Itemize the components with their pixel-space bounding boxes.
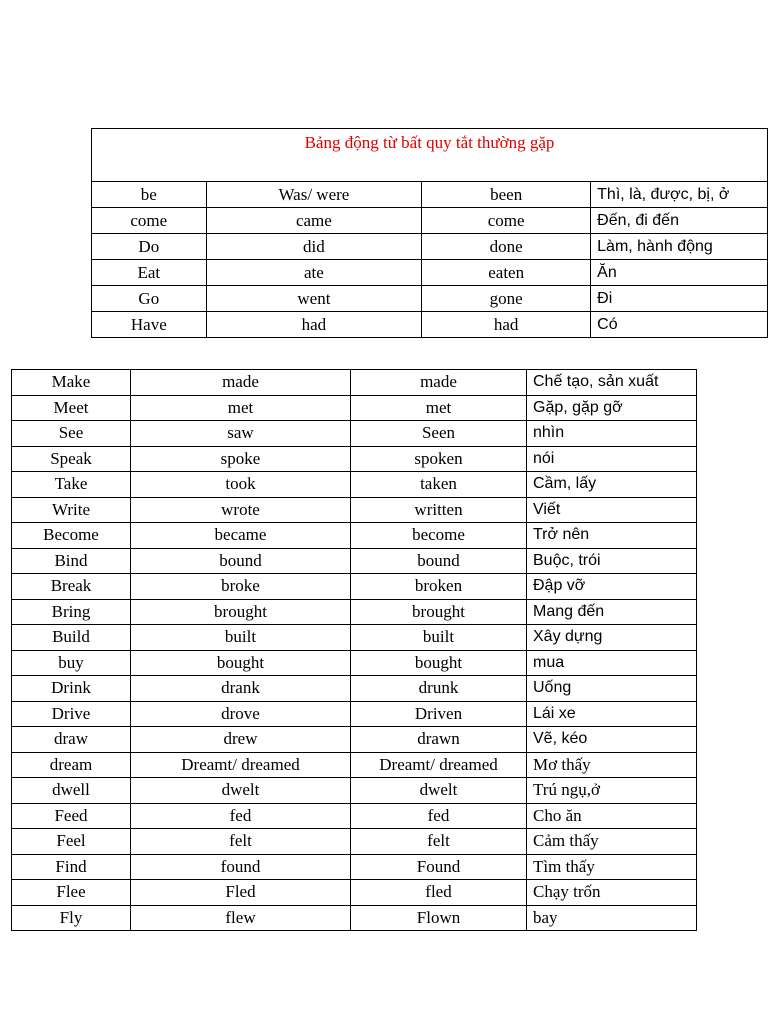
past-participle-cell: felt: [351, 829, 527, 855]
past-participle-cell: Flown: [351, 905, 527, 931]
base-form-cell: Find: [12, 854, 131, 880]
table-row: [12, 395, 697, 421]
meaning-cell: nhìn: [527, 421, 697, 447]
past-participle-cell: taken: [351, 472, 527, 498]
past-participle-cell: built: [351, 625, 527, 651]
base-form-cell: Bring: [12, 599, 131, 625]
past-participle-cell: Found: [351, 854, 527, 880]
past-participle-cell: Seen: [351, 421, 527, 447]
meaning-cell: Mang đến: [527, 599, 697, 625]
base-form-cell: dream: [12, 752, 131, 778]
table-row: [12, 625, 697, 651]
past-simple-cell: took: [131, 472, 351, 498]
past-simple-cell: dwelt: [131, 778, 351, 804]
past-simple-cell: ate: [206, 260, 422, 286]
table-row: [12, 574, 697, 600]
table-row: [12, 880, 697, 906]
past-participle-cell: eaten: [422, 260, 591, 286]
table-row: [12, 497, 697, 523]
table-row: [12, 803, 697, 829]
base-form-cell: Meet: [12, 395, 131, 421]
past-simple-cell: became: [131, 523, 351, 549]
meaning-cell: Đi: [591, 286, 768, 312]
past-simple-cell: Was/ were: [206, 182, 422, 208]
base-form-cell: Write: [12, 497, 131, 523]
meaning-cell: Mơ thấy: [527, 752, 697, 778]
meaning-cell: Vẽ, kéo: [527, 727, 697, 753]
past-simple-cell: drank: [131, 676, 351, 702]
past-simple-cell: bought: [131, 650, 351, 676]
base-form-cell: Build: [12, 625, 131, 651]
meaning-cell: Làm, hành động: [591, 234, 768, 260]
meaning-cell: Đến, đi đến: [591, 208, 768, 234]
table-row: [12, 548, 697, 574]
past-participle-cell: Dreamt/ dreamed: [351, 752, 527, 778]
table-row: [12, 370, 697, 396]
table-row: [92, 234, 768, 260]
meaning-cell: Chạy trốn: [527, 880, 697, 906]
past-participle-cell: broken: [351, 574, 527, 600]
past-participle-cell: drawn: [351, 727, 527, 753]
past-simple-cell: Dreamt/ dreamed: [131, 752, 351, 778]
meaning-cell: Ăn: [591, 260, 768, 286]
past-participle-cell: bought: [351, 650, 527, 676]
past-simple-cell: wrote: [131, 497, 351, 523]
table-row: [12, 676, 697, 702]
base-form-cell: be: [92, 182, 207, 208]
meaning-cell: Trú ngụ,ở: [527, 778, 697, 804]
past-participle-cell: spoken: [351, 446, 527, 472]
past-participle-cell: brought: [351, 599, 527, 625]
table-row: [12, 829, 697, 855]
meaning-cell: Thì, là, được, bị, ở: [591, 182, 768, 208]
table-row: [12, 752, 697, 778]
base-form-cell: Eat: [92, 260, 207, 286]
base-form-cell: Take: [12, 472, 131, 498]
past-participle-cell: become: [351, 523, 527, 549]
meaning-cell: Cầm, lấy: [527, 472, 697, 498]
base-form-cell: Make: [12, 370, 131, 396]
table-row: [12, 523, 697, 549]
past-simple-cell: built: [131, 625, 351, 651]
past-participle-cell: written: [351, 497, 527, 523]
past-simple-cell: brought: [131, 599, 351, 625]
past-participle-cell: bound: [351, 548, 527, 574]
past-participle-cell: dwelt: [351, 778, 527, 804]
past-participle-cell: gone: [422, 286, 591, 312]
past-participle-cell: fed: [351, 803, 527, 829]
past-simple-cell: broke: [131, 574, 351, 600]
past-simple-cell: flew: [131, 905, 351, 931]
past-simple-cell: fed: [131, 803, 351, 829]
base-form-cell: Bind: [12, 548, 131, 574]
meaning-cell: Lái xe: [527, 701, 697, 727]
past-participle-cell: drunk: [351, 676, 527, 702]
table-row: [12, 599, 697, 625]
meaning-cell: Gặp, gặp gỡ: [527, 395, 697, 421]
table-row: [12, 701, 697, 727]
past-simple-cell: bound: [131, 548, 351, 574]
base-form-cell: Have: [92, 312, 207, 338]
past-simple-cell: made: [131, 370, 351, 396]
irregular-verbs-table-2: [11, 369, 697, 931]
meaning-cell: Uống: [527, 676, 697, 702]
past-participle-cell: done: [422, 234, 591, 260]
meaning-cell: Xây dựng: [527, 625, 697, 651]
base-form-cell: buy: [12, 650, 131, 676]
table-row: [12, 905, 697, 931]
past-participle-cell: been: [422, 182, 591, 208]
meaning-cell: Viết: [527, 497, 697, 523]
table-title: Bảng động từ bất quy tắt thường gặp: [92, 129, 768, 182]
base-form-cell: draw: [12, 727, 131, 753]
past-participle-cell: come: [422, 208, 591, 234]
meaning-cell: Cảm thấy: [527, 829, 697, 855]
past-simple-cell: drove: [131, 701, 351, 727]
meaning-cell: Buộc, trói: [527, 548, 697, 574]
base-form-cell: Fly: [12, 905, 131, 931]
meaning-cell: nói: [527, 446, 697, 472]
past-simple-cell: went: [206, 286, 422, 312]
base-form-cell: Feed: [12, 803, 131, 829]
table-row: [92, 260, 768, 286]
past-simple-cell: found: [131, 854, 351, 880]
table-row: [92, 182, 768, 208]
meaning-cell: Cho ăn: [527, 803, 697, 829]
meaning-cell: Trở nên: [527, 523, 697, 549]
past-participle-cell: fled: [351, 880, 527, 906]
past-simple-cell: had: [206, 312, 422, 338]
meaning-cell: Chế tạo, sản xuất: [527, 370, 697, 396]
past-simple-cell: saw: [131, 421, 351, 447]
base-form-cell: Flee: [12, 880, 131, 906]
table-row: [12, 727, 697, 753]
past-simple-cell: met: [131, 395, 351, 421]
table-row: [12, 472, 697, 498]
base-form-cell: come: [92, 208, 207, 234]
table-row: [12, 854, 697, 880]
meaning-cell: bay: [527, 905, 697, 931]
past-participle-cell: had: [422, 312, 591, 338]
table-row: [12, 778, 697, 804]
base-form-cell: Do: [92, 234, 207, 260]
base-form-cell: Become: [12, 523, 131, 549]
past-participle-cell: met: [351, 395, 527, 421]
table-row: [92, 312, 768, 338]
base-form-cell: dwell: [12, 778, 131, 804]
base-form-cell: Speak: [12, 446, 131, 472]
meaning-cell: Có: [591, 312, 768, 338]
base-form-cell: Go: [92, 286, 207, 312]
past-simple-cell: spoke: [131, 446, 351, 472]
meaning-cell: mua: [527, 650, 697, 676]
irregular-verbs-table-1: [91, 128, 768, 338]
past-participle-cell: Driven: [351, 701, 527, 727]
table-row: [92, 208, 768, 234]
base-form-cell: Break: [12, 574, 131, 600]
past-simple-cell: came: [206, 208, 422, 234]
base-form-cell: Drive: [12, 701, 131, 727]
table-row: [12, 650, 697, 676]
table-row: [12, 446, 697, 472]
base-form-cell: Drink: [12, 676, 131, 702]
meaning-cell: Đập vỡ: [527, 574, 697, 600]
table-row: [12, 421, 697, 447]
past-simple-cell: drew: [131, 727, 351, 753]
table-row: [92, 286, 768, 312]
meaning-cell: Tìm thấy: [527, 854, 697, 880]
past-participle-cell: made: [351, 370, 527, 396]
past-simple-cell: Fled: [131, 880, 351, 906]
past-simple-cell: felt: [131, 829, 351, 855]
base-form-cell: Feel: [12, 829, 131, 855]
base-form-cell: See: [12, 421, 131, 447]
past-simple-cell: did: [206, 234, 422, 260]
